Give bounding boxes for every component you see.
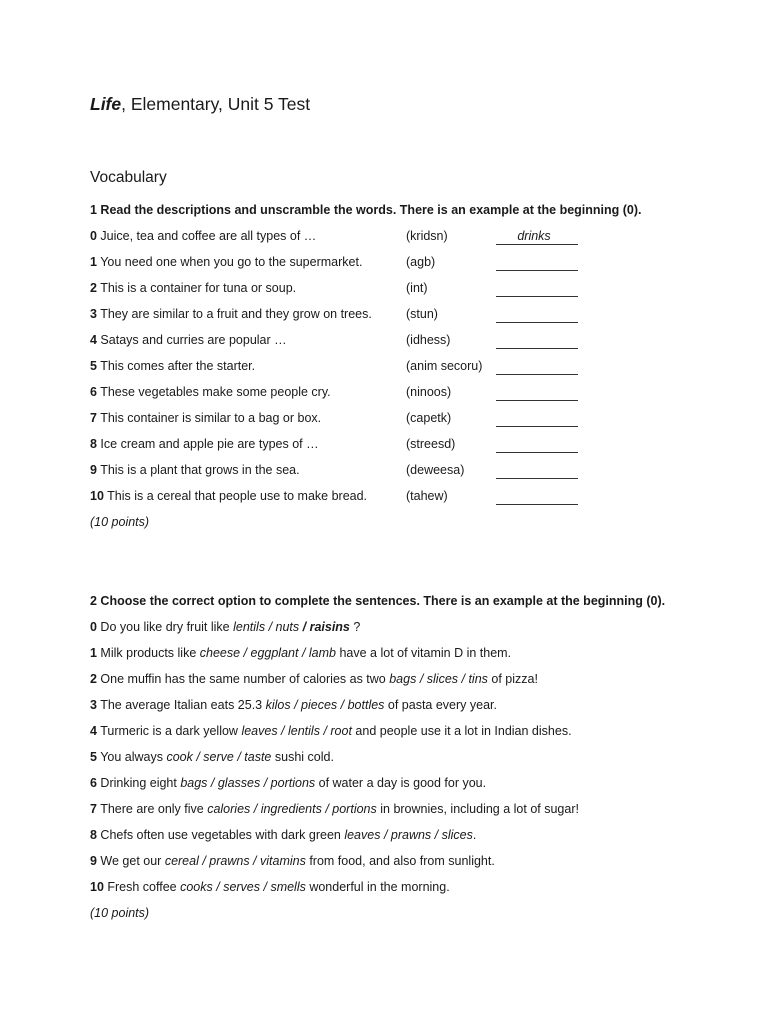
choice-item: [90, 854, 495, 872]
option-choice[interactable]: cereal: [164, 854, 199, 868]
item-number: 10: [90, 880, 104, 894]
option-separator: /: [240, 646, 251, 660]
option-choice[interactable]: vitamins: [260, 854, 306, 868]
item-number: 2: [90, 281, 97, 295]
choice-item: [90, 672, 538, 690]
option-choice[interactable]: calories: [207, 802, 251, 816]
item-number: 0: [90, 229, 97, 243]
option-choice[interactable]: serves: [223, 880, 261, 894]
scrambled-word: (agb): [406, 255, 436, 269]
sentence-end: ?: [349, 620, 361, 634]
choice-item: [90, 802, 579, 820]
sentence-start: Drinking eight: [96, 776, 181, 790]
item-sentence: [90, 307, 372, 321]
answer-blank[interactable]: [496, 437, 578, 453]
item-number: 1: [90, 646, 97, 660]
option-choice[interactable]: pieces: [301, 698, 338, 712]
option-choice[interactable]: raisins: [309, 620, 350, 634]
item-number: 4: [90, 724, 97, 738]
choice-item: [90, 828, 476, 846]
scrambled-word: (streesd): [406, 437, 456, 451]
option-choice[interactable]: glasses: [217, 776, 261, 790]
item-sentence: [90, 229, 316, 243]
item-number: 6: [90, 776, 97, 790]
scrambled-word: (deweesa): [406, 463, 465, 477]
exercise-2-points: (10 points): [90, 906, 150, 920]
item-text: This is a container for tuna or soup.: [96, 281, 297, 295]
option-separator: /: [277, 724, 288, 738]
item-number: 8: [90, 437, 97, 451]
page-title: [90, 94, 310, 115]
choice-item: [90, 750, 334, 768]
item-number: 6: [90, 385, 97, 399]
option-separator: /: [260, 880, 271, 894]
exercise-2-instruction: 2 Choose the correct option to complete the sentences. There is an example at the beginning (0).: [90, 594, 666, 608]
option-choice[interactable]: slices: [426, 672, 459, 686]
sentence-end: of water a day is good for you.: [315, 776, 487, 790]
item-sentence: [90, 437, 319, 451]
answer-blank[interactable]: [496, 333, 578, 349]
option-choice[interactable]: leaves: [344, 828, 381, 842]
option-separator: /: [319, 724, 331, 738]
sentence-start: Do you like dry fruit like: [96, 620, 234, 634]
sentence-end: from food, and also from sunlight.: [305, 854, 495, 868]
sentence-start: Chefs often use vegetables with dark green: [96, 828, 345, 842]
answer-blank[interactable]: [496, 489, 578, 505]
item-sentence: [90, 281, 296, 295]
item-number: 0: [90, 620, 97, 634]
item-number: 7: [90, 802, 97, 816]
option-separator: /: [431, 828, 442, 842]
sentence-start: We get our: [96, 854, 165, 868]
option-separator: /: [321, 802, 333, 816]
item-text: This container is similar to a bag or box.: [96, 411, 322, 425]
choice-item: [90, 880, 450, 898]
option-separator: /: [380, 828, 391, 842]
item-sentence: [90, 463, 300, 477]
exercise-1-points: (10 points): [90, 515, 150, 529]
option-choice[interactable]: cooks: [180, 880, 213, 894]
item-number: 10: [90, 489, 104, 503]
answer-blank[interactable]: [496, 281, 578, 297]
scrambled-word: (tahew): [406, 489, 448, 503]
option-separator: /: [249, 854, 260, 868]
scrambled-word: (idhess): [406, 333, 451, 347]
option-separator: /: [198, 854, 210, 868]
item-sentence: [90, 359, 255, 373]
option-choice[interactable]: prawns: [209, 854, 250, 868]
item-number: 8: [90, 828, 97, 842]
sentence-start: One muffin has the same number of calories as two: [96, 672, 390, 686]
section-heading: Vocabulary: [90, 169, 167, 186]
choice-item: [90, 698, 497, 716]
sentence-end: and people use it a lot in Indian dishes.: [351, 724, 572, 738]
option-choice[interactable]: taste: [244, 750, 272, 764]
answer-blank[interactable]: [496, 229, 578, 245]
sentence-end: have a lot of vitamin D in them.: [335, 646, 512, 660]
option-choice[interactable]: lamb: [308, 646, 336, 660]
option-choice[interactable]: kilos: [265, 698, 291, 712]
sentence-end: .: [472, 828, 477, 842]
option-choice[interactable]: root: [330, 724, 352, 738]
choice-item: [90, 620, 360, 638]
option-separator: /: [290, 698, 302, 712]
option-separator: /: [337, 698, 348, 712]
answer-blank[interactable]: [496, 385, 578, 401]
item-text: You need one when you go to the supermarket.: [96, 255, 363, 269]
sentence-end: wonderful in the morning.: [305, 880, 450, 894]
option-choice[interactable]: bottles: [347, 698, 385, 712]
option-choice[interactable]: portions: [332, 802, 377, 816]
option-separator: /: [260, 776, 271, 790]
item-text: This is a plant that grows in the sea.: [96, 463, 300, 477]
option-choice[interactable]: smells: [270, 880, 306, 894]
sentence-end: in brownies, including a lot of sugar!: [376, 802, 579, 816]
answer-text: drinks: [517, 229, 551, 243]
item-number: 2: [90, 672, 97, 686]
option-separator: /: [299, 620, 310, 634]
scrambled-word: (anim secoru): [406, 359, 483, 373]
sentence-start: You always: [96, 750, 167, 764]
scrambled-word: (capetk): [406, 411, 452, 425]
item-sentence: [90, 411, 321, 425]
choice-item: [90, 646, 511, 664]
item-text: These vegetables make some people cry.: [96, 385, 331, 399]
option-choice[interactable]: cook: [166, 750, 193, 764]
option-separator: /: [207, 776, 218, 790]
answer-blank[interactable]: [496, 359, 578, 375]
answer-blank[interactable]: [496, 411, 578, 427]
option-choice[interactable]: slices: [441, 828, 473, 842]
item-text: This comes after the starter.: [96, 359, 256, 373]
option-separator: /: [298, 646, 309, 660]
item-number: 4: [90, 333, 97, 347]
sentence-start: The average Italian eats 25.3: [96, 698, 266, 712]
option-choice[interactable]: bags: [389, 672, 417, 686]
sentence-start: Milk products like: [96, 646, 200, 660]
option-choice[interactable]: serve: [203, 750, 234, 764]
option-separator: /: [233, 750, 245, 764]
item-text: This is a cereal that people use to make bread.: [103, 489, 368, 503]
option-separator: /: [416, 672, 427, 686]
option-choice[interactable]: nuts: [275, 620, 300, 634]
title-book-name: Life: [90, 94, 122, 114]
scrambled-word: (int): [406, 281, 428, 295]
item-number: 9: [90, 854, 97, 868]
item-sentence: [90, 489, 367, 503]
item-text: Satays and curries are popular …: [96, 333, 287, 347]
item-number: 1: [90, 255, 97, 269]
choice-item: [90, 724, 572, 742]
sentence-end: of pasta every year.: [384, 698, 497, 712]
item-number: 3: [90, 307, 97, 321]
item-sentence: [90, 255, 362, 269]
option-choice[interactable]: leaves: [241, 724, 278, 738]
option-separator: /: [458, 672, 469, 686]
scrambled-word: (ninoos): [406, 385, 452, 399]
item-text: They are similar to a fruit and they grow on trees.: [96, 307, 372, 321]
sentence-start: Fresh coffee: [103, 880, 181, 894]
item-number: 3: [90, 698, 97, 712]
option-separator: /: [250, 802, 261, 816]
answer-blank[interactable]: [496, 307, 578, 323]
option-choice[interactable]: lentils: [233, 620, 266, 634]
option-separator: /: [212, 880, 224, 894]
option-separator: /: [192, 750, 204, 764]
sentence-start: Turmeric is a dark yellow: [96, 724, 242, 738]
option-choice[interactable]: bags: [180, 776, 208, 790]
option-separator: /: [265, 620, 276, 634]
option-choice[interactable]: eggplant: [250, 646, 299, 660]
answer-blank[interactable]: [496, 255, 578, 271]
item-text: Ice cream and apple pie are types of …: [96, 437, 319, 451]
item-number: 5: [90, 359, 97, 373]
title-rest: , Elementary, Unit 5 Test: [121, 94, 311, 114]
scrambled-word: (kridsn): [406, 229, 448, 243]
item-number: 7: [90, 411, 97, 425]
sentence-start: There are only five: [96, 802, 208, 816]
item-text: Juice, tea and coffee are all types of …: [96, 229, 317, 243]
option-choice[interactable]: ingredients: [260, 802, 322, 816]
option-choice[interactable]: prawns: [390, 828, 432, 842]
item-number: 5: [90, 750, 97, 764]
choice-item: [90, 776, 486, 794]
scrambled-word: (stun): [406, 307, 438, 321]
item-number: 9: [90, 463, 97, 477]
answer-blank[interactable]: [496, 463, 578, 479]
option-choice[interactable]: cheese: [199, 646, 241, 660]
item-sentence: [90, 385, 331, 399]
item-sentence: [90, 333, 287, 347]
option-choice[interactable]: lentils: [288, 724, 320, 738]
option-choice[interactable]: tins: [468, 672, 488, 686]
sentence-end: sushi cold.: [271, 750, 334, 764]
exercise-1-instruction: 1 Read the descriptions and unscramble the words. There is an example at the beginning (0).: [90, 203, 642, 217]
option-choice[interactable]: portions: [270, 776, 316, 790]
sentence-end: of pizza!: [487, 672, 538, 686]
